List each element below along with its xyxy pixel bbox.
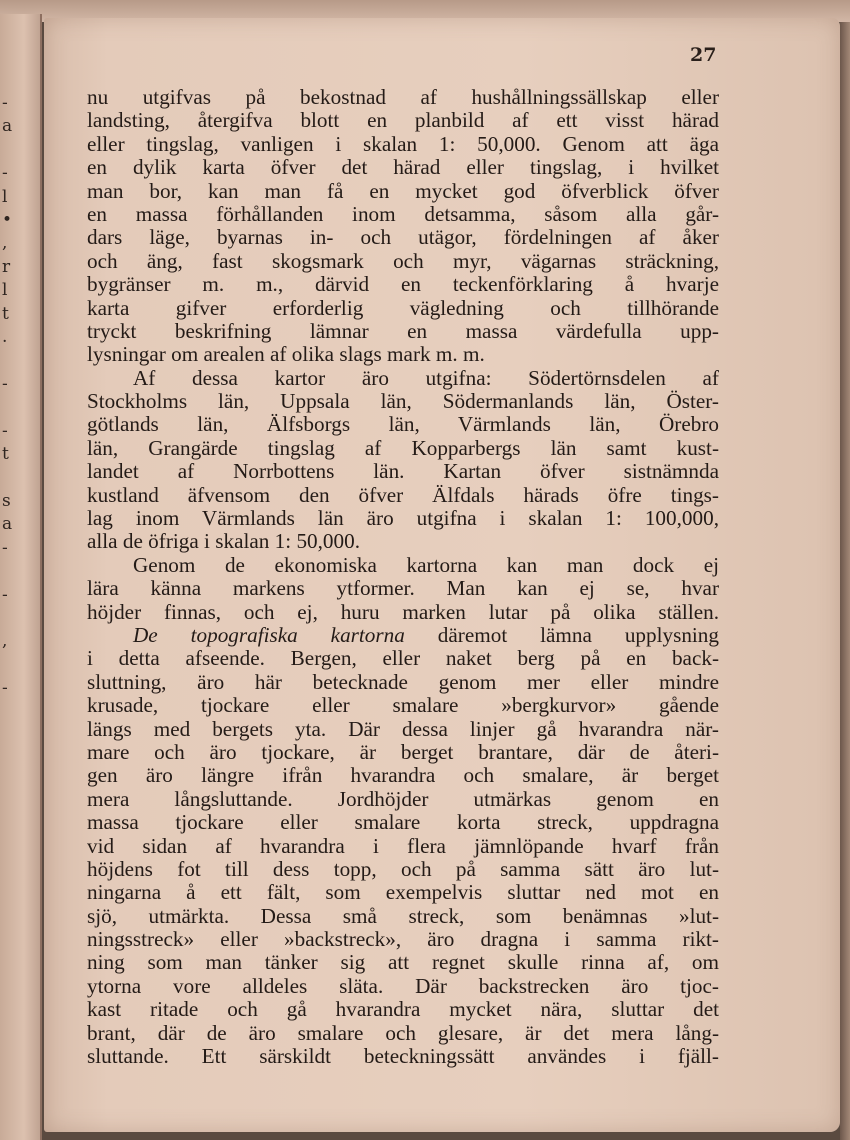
text-line: krusade, tjockare eller smalare »bergkurvor» gående xyxy=(87,693,719,718)
text-line: eller tingslag, vanligen i skalan 1: 50,000. Genom att äga xyxy=(87,131,719,156)
facing-page-edge xyxy=(0,14,42,1140)
text-line: kustland äfvensom den öfver Älfdals härads öfre tings- xyxy=(87,482,719,507)
text-line-with-emphasis xyxy=(87,624,719,647)
text-line: man bor, kan man få en mycket god öfverblick öfver xyxy=(87,178,719,203)
page-number: 27 xyxy=(690,44,717,66)
text-line: götlands län, Älfsborgs län, Värmlands län, Örebro xyxy=(87,412,719,437)
text-line: bygränser m. m., därvid en teckenförklaring å hvarje xyxy=(87,272,719,297)
emphasized-term: De topografiska kartorna xyxy=(133,622,405,647)
text-line: mare och äro tjockare, är berget brantare, där de återi- xyxy=(87,739,719,764)
text-line: Stockholms län, Uppsala län, Södermanlands län, Öster- xyxy=(87,389,719,414)
text-line: ningsstreck» eller »backstreck», äro dragna i samma rikt- xyxy=(87,927,719,952)
text-line: tryckt beskrifning lämnar en massa värdefulla upp- xyxy=(87,318,719,343)
text-line: en dylik karta öfver det härad eller tingslag, i hvilket xyxy=(87,155,719,180)
text-line: ning som man tänker sig att regnet skulle rinna af, om xyxy=(87,950,719,975)
text-line: höjder finnas, och ej, huru marken lutar på olika ställen. xyxy=(87,599,719,624)
text-line: mera långsluttande. Jordhöjder utmärkas genom en xyxy=(87,786,719,811)
text-line: karta gifver erforderlig vägledning och tillhörande xyxy=(87,295,719,320)
text-line: höjdens fot till dess topp, och på samma sätt äro lut- xyxy=(87,856,719,881)
text-line: Genom de ekonomiska kartorna kan man dock ej xyxy=(133,552,719,577)
text-line: dars läge, byarnas in- och utägor, fördelningen af åker xyxy=(87,225,719,250)
text-line: län, Grangärde tingslag af Kopparbergs län samt kust- xyxy=(87,435,719,460)
text-line-continuation: däremot lämna upplysning xyxy=(437,622,719,647)
text-line: sluttning, äro här betecknade genom mer eller mindre xyxy=(87,669,719,694)
text-line: lära känna markens ytformer. Man kan ej se, hvar xyxy=(87,576,719,601)
text-line: lag inom Värmlands län äro utgifna i skalan 1: 100,000, xyxy=(87,506,719,531)
text-line: alla de öfriga i skalan 1: 50,000. xyxy=(87,529,361,554)
text-line: och äng, fast skogsmark och myr, vägarnas sträckning, xyxy=(87,248,719,273)
text-line: gen äro längre ifrån hvarandra och smalare, är berget xyxy=(87,763,719,788)
text-line: en massa förhållanden inom detsamma, såsom alla går- xyxy=(87,201,719,226)
page-stack-edge xyxy=(840,22,850,1140)
text-line: brant, där de äro smalare och glesare, är det mera lång- xyxy=(87,1020,719,1045)
text-line: sjö, utmärkta. Dessa små streck, som benämnas »lut- xyxy=(87,903,719,928)
text-line: i detta afseende. Bergen, eller naket berg på en back- xyxy=(87,646,719,671)
text-line: nu utgifvas på bekostnad af hushållningssällskap eller xyxy=(87,85,719,109)
text-line: vid sidan af hvarandra i flera jämnlöpande hvarf från xyxy=(87,833,719,858)
text-line: kast ritade och gå hvarandra mycket nära, sluttar det xyxy=(87,997,719,1022)
text-line: landsting, återgifva blott en planbild af ett visst härad xyxy=(87,108,719,133)
text-line: längs med bergets yta. Där dessa linjer gå hvarandra när- xyxy=(87,716,719,741)
text-line: landet af Norrbottens län. Kartan öfver sistnämnda xyxy=(87,459,719,484)
text-line: sluttande. Ett särskildt beteckningssätt användes i fjäll- xyxy=(87,1044,719,1069)
body-text xyxy=(87,86,719,1068)
facing-page-text-fragments: - a - l • , r l t . - - t s a - - , - xyxy=(2,93,13,699)
text-line: ytorna vore alldeles släta. Där backstrecken äro tjoc- xyxy=(87,973,719,998)
text-line: ningarna å ett fält, som exempelvis sluttar ned mot en xyxy=(87,880,719,905)
text-line: lysningar om arealen af olika slags mark m. m. xyxy=(87,342,485,367)
text-line: massa tjockare eller smalare korta streck, uppdragna xyxy=(87,810,719,835)
text-line: Af dessa kartor äro utgifna: Södertörnsdelen af xyxy=(133,365,719,390)
